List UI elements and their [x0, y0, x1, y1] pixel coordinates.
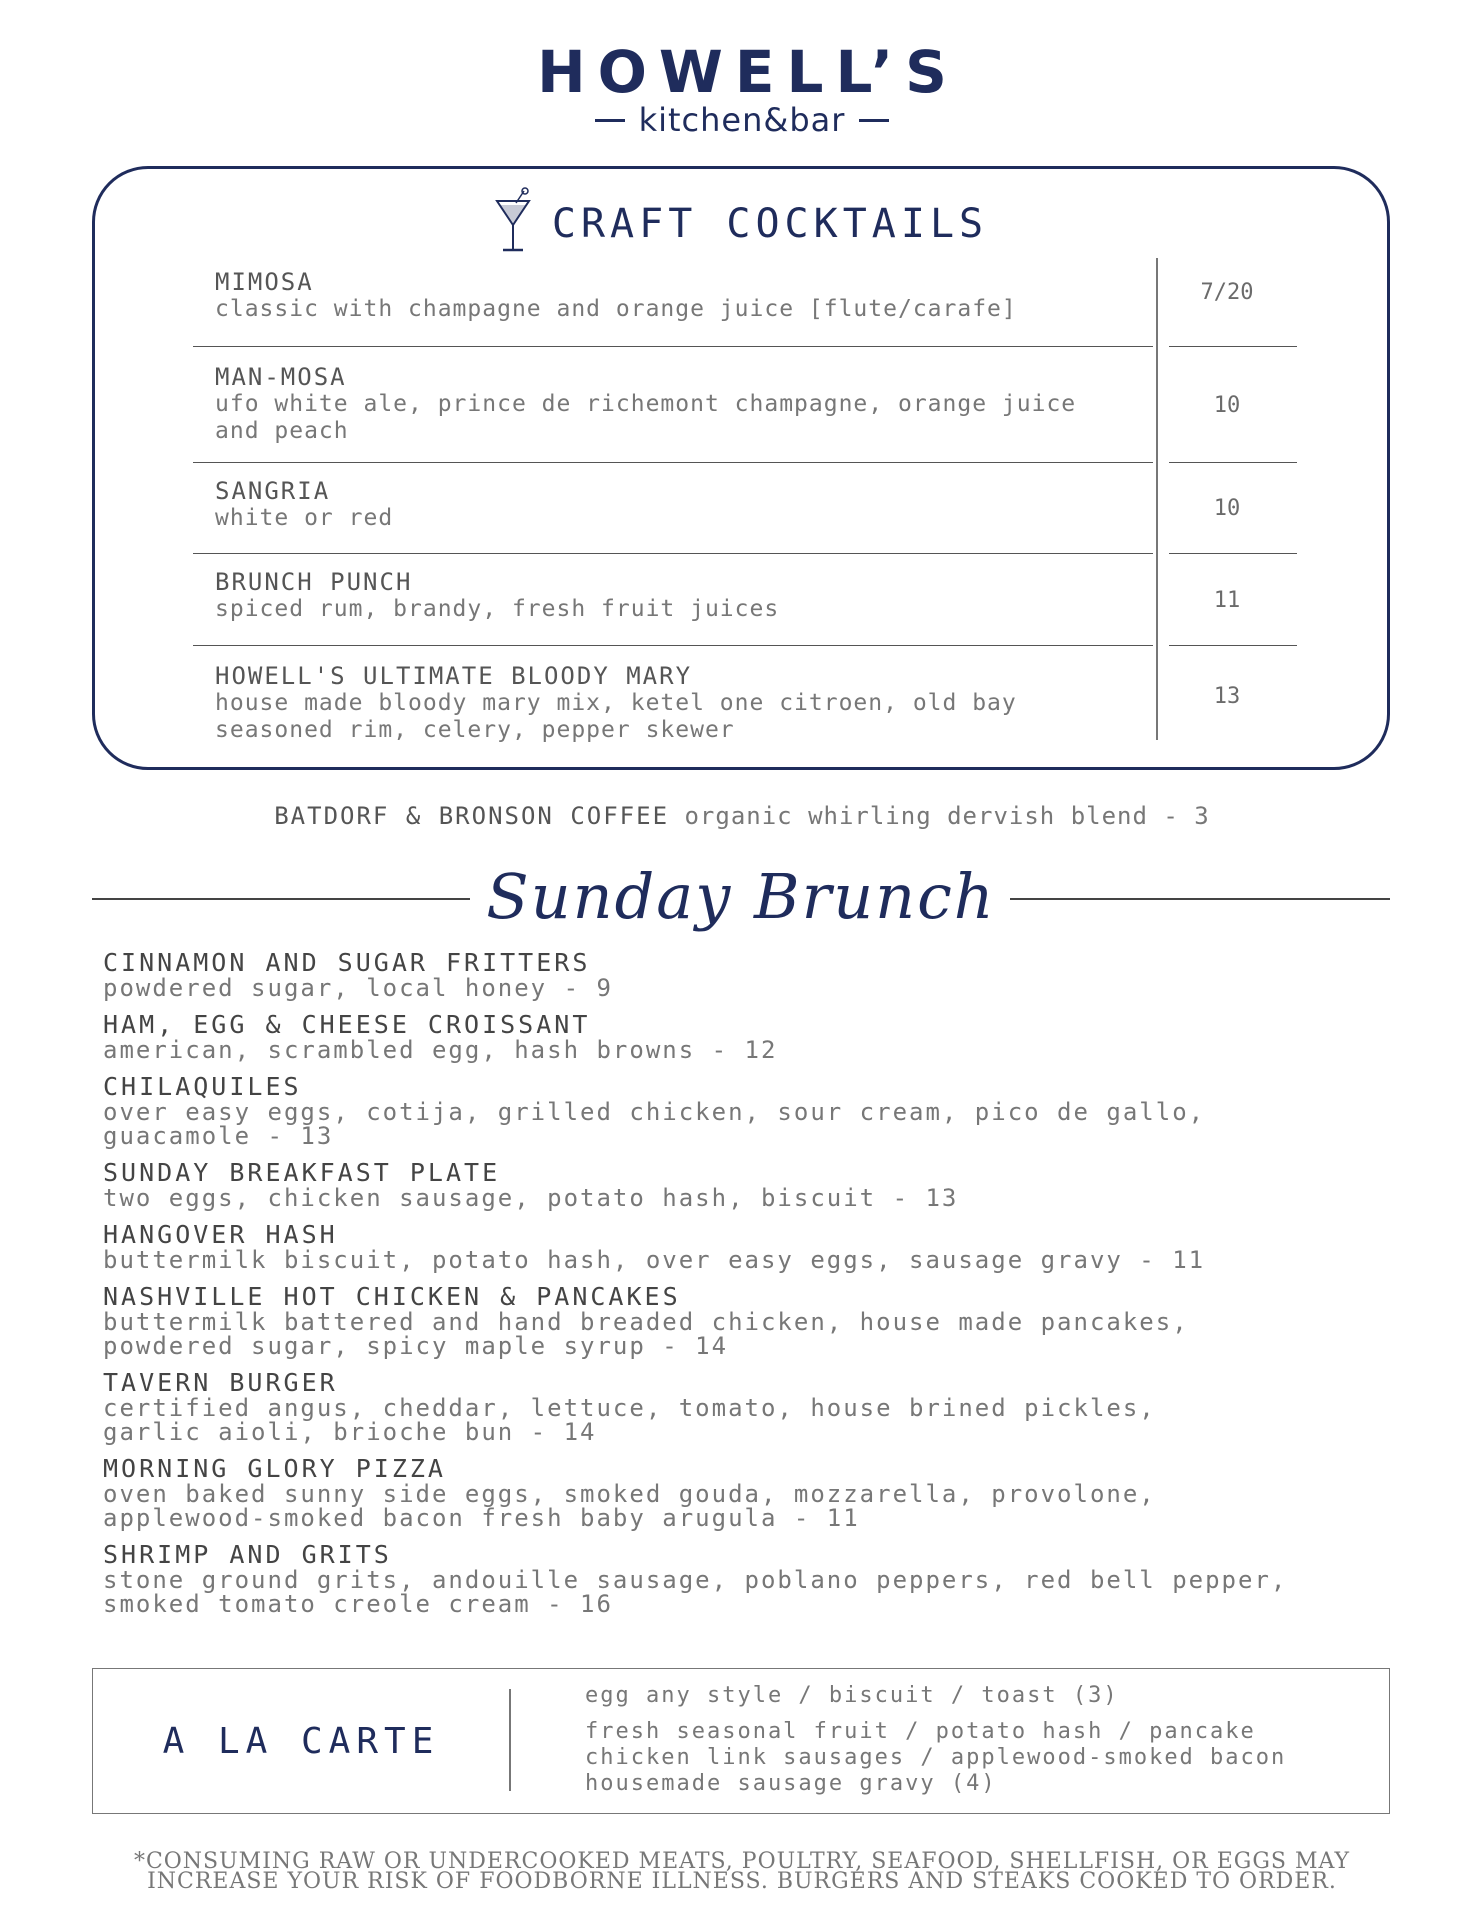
- brunch-item-name: MORNING GLORY PIZZA: [103, 1454, 446, 1483]
- brunch-item: [103, 1074, 1403, 1148]
- brunch-item-name: CINNAMON AND SUGAR FRITTERS: [103, 948, 591, 977]
- cocktail-desc: ufo white ale, prince de richemont champagne, orange juice and peach: [215, 391, 1077, 444]
- brunch-rule-right: [1010, 898, 1390, 900]
- cocktail-price: 11: [1213, 587, 1241, 613]
- alacarte-line: egg any style / biscuit / toast (3): [585, 1683, 1119, 1708]
- cocktail-name: SANGRIA: [215, 477, 331, 505]
- brunch-item: [103, 1012, 1403, 1062]
- brunch-item-name: SUNDAY BREAKFAST PLATE: [103, 1158, 501, 1187]
- cocktail-name: MIMOSA: [215, 268, 314, 296]
- cocktail-desc: classic with champagne and orange juice [flute/carafe]: [215, 296, 1017, 322]
- logo-name: HOWELL’S: [537, 38, 959, 106]
- brunch-header: [92, 860, 1390, 960]
- cocktails-header: [95, 187, 1387, 261]
- cocktail-price: 13: [1213, 683, 1241, 709]
- cocktail-desc: house made bloody mary mix, ketel one citroen, old bay seasoned rim, celery, pepper skewer: [215, 690, 1017, 743]
- brunch-item-desc: oven baked sunny side eggs, smoked gouda, mozzarella, provolone, applewood-smoked bacon fresh baby arugula - 11: [103, 1480, 1156, 1532]
- coffee-brand: BATDORF & BRONSON COFFEE: [274, 802, 670, 830]
- cocktail-price: 10: [1213, 496, 1241, 521]
- logo-dash-left: [595, 119, 625, 122]
- alacarte-divider: [509, 1689, 511, 1791]
- brunch-item-name: NASHVILLE HOT CHICKEN & PANCAKES: [103, 1282, 681, 1311]
- cocktail-item: [193, 347, 1301, 463]
- logo-sub-text: kitchen&bar: [638, 101, 846, 139]
- coffee-line: [0, 802, 1484, 830]
- brunch-item-desc: buttermilk battered and hand breaded chicken, house made pancakes, powdered sugar, spicy maple syrup - 14: [103, 1308, 1189, 1360]
- coffee-desc: organic whirling dervish blend - 3: [684, 802, 1210, 830]
- cocktails-section: [92, 166, 1390, 770]
- logo-dash-right: [859, 119, 889, 122]
- brunch-item-desc: powdered sugar, local honey - 9: [103, 974, 613, 1002]
- brunch-item: [103, 1284, 1403, 1358]
- alacarte-section: [92, 1668, 1390, 1814]
- alacarte-title: A LA CARTE: [162, 1720, 440, 1762]
- cocktails-title: CRAFT COCKTAILS: [551, 201, 989, 247]
- cocktail-name: MAN-MOSA: [215, 363, 347, 391]
- brunch-item: [103, 1456, 1403, 1530]
- cocktail-list: [193, 260, 1301, 746]
- brunch-list: [103, 950, 1403, 1628]
- cocktail-item: [193, 463, 1301, 554]
- cocktail-item: [193, 260, 1301, 347]
- brunch-item: [103, 1222, 1403, 1272]
- cocktail-item: [193, 554, 1301, 646]
- brunch-item-name: HAM, EGG & CHEESE CROISSANT: [103, 1010, 591, 1039]
- martini-glass-icon: [494, 187, 532, 261]
- alacarte-line: chicken link sausages / applewood-smoked bacon: [585, 1745, 1287, 1770]
- brunch-item-desc: two eggs, chicken sausage, potato hash, biscuit - 13: [103, 1184, 959, 1212]
- alacarte-list: [585, 1683, 1365, 1797]
- brunch-item-desc: over easy eggs, cotija, grilled chicken, sour cream, pico de gallo, guacamole - 13: [103, 1098, 1206, 1150]
- logo-subtitle: [0, 102, 1484, 138]
- disclaimer-line: INCREASE YOUR RISK OF FOODBORNE ILLNESS. BURGERS AND STEAKS COOKED TO ORDER.: [147, 1869, 1337, 1894]
- food-safety-disclaimer: [0, 1849, 1484, 1894]
- brunch-item: [103, 1542, 1403, 1616]
- cocktail-name: HOWELL'S ULTIMATE BLOODY MARY: [215, 662, 693, 690]
- brunch-title: Sunday Brunch: [486, 860, 996, 933]
- brunch-item-name: HANGOVER HASH: [103, 1220, 338, 1249]
- cocktail-item: [193, 646, 1301, 746]
- brunch-item-name: TAVERN BURGER: [103, 1368, 338, 1397]
- brunch-item-desc: stone ground grits, andouille sausage, poblano peppers, red bell pepper, smoked tomato creole cream - 16: [103, 1566, 1288, 1618]
- brunch-item-desc: american, scrambled egg, hash browns - 12: [103, 1036, 778, 1064]
- cocktail-name: BRUNCH PUNCH: [215, 568, 413, 596]
- brunch-item-name: CHILAQUILES: [103, 1072, 302, 1101]
- cocktail-desc: spiced rum, brandy, fresh fruit juices: [215, 596, 780, 622]
- brunch-item-desc: buttermilk biscuit, potato hash, over easy eggs, sausage gravy - 11: [103, 1246, 1206, 1274]
- cocktail-desc: white or red: [215, 505, 394, 531]
- brunch-item-name: SHRIMP AND GRITS: [103, 1540, 392, 1569]
- disclaimer-line: *CONSUMING RAW OR UNDERCOOKED MEATS, POULTRY, SEAFOOD, SHELLFISH, OR EGGS MAY: [133, 1849, 1351, 1874]
- cocktail-price: 10: [1213, 392, 1241, 418]
- brunch-item: [103, 1160, 1403, 1210]
- cocktail-price: 7/20: [1200, 280, 1254, 305]
- brunch-item-desc: certified angus, cheddar, lettuce, tomato, house brined pickles, garlic aioli, brioche bun - 14: [103, 1394, 1156, 1446]
- brunch-item: [103, 1370, 1403, 1444]
- logo: [0, 40, 1484, 138]
- alacarte-line: housemade sausage gravy (4): [585, 1771, 997, 1796]
- alacarte-line: fresh seasonal fruit / potato hash / pancake: [585, 1719, 1256, 1744]
- price-column-divider: [1156, 258, 1158, 740]
- brunch-item: [103, 950, 1403, 1000]
